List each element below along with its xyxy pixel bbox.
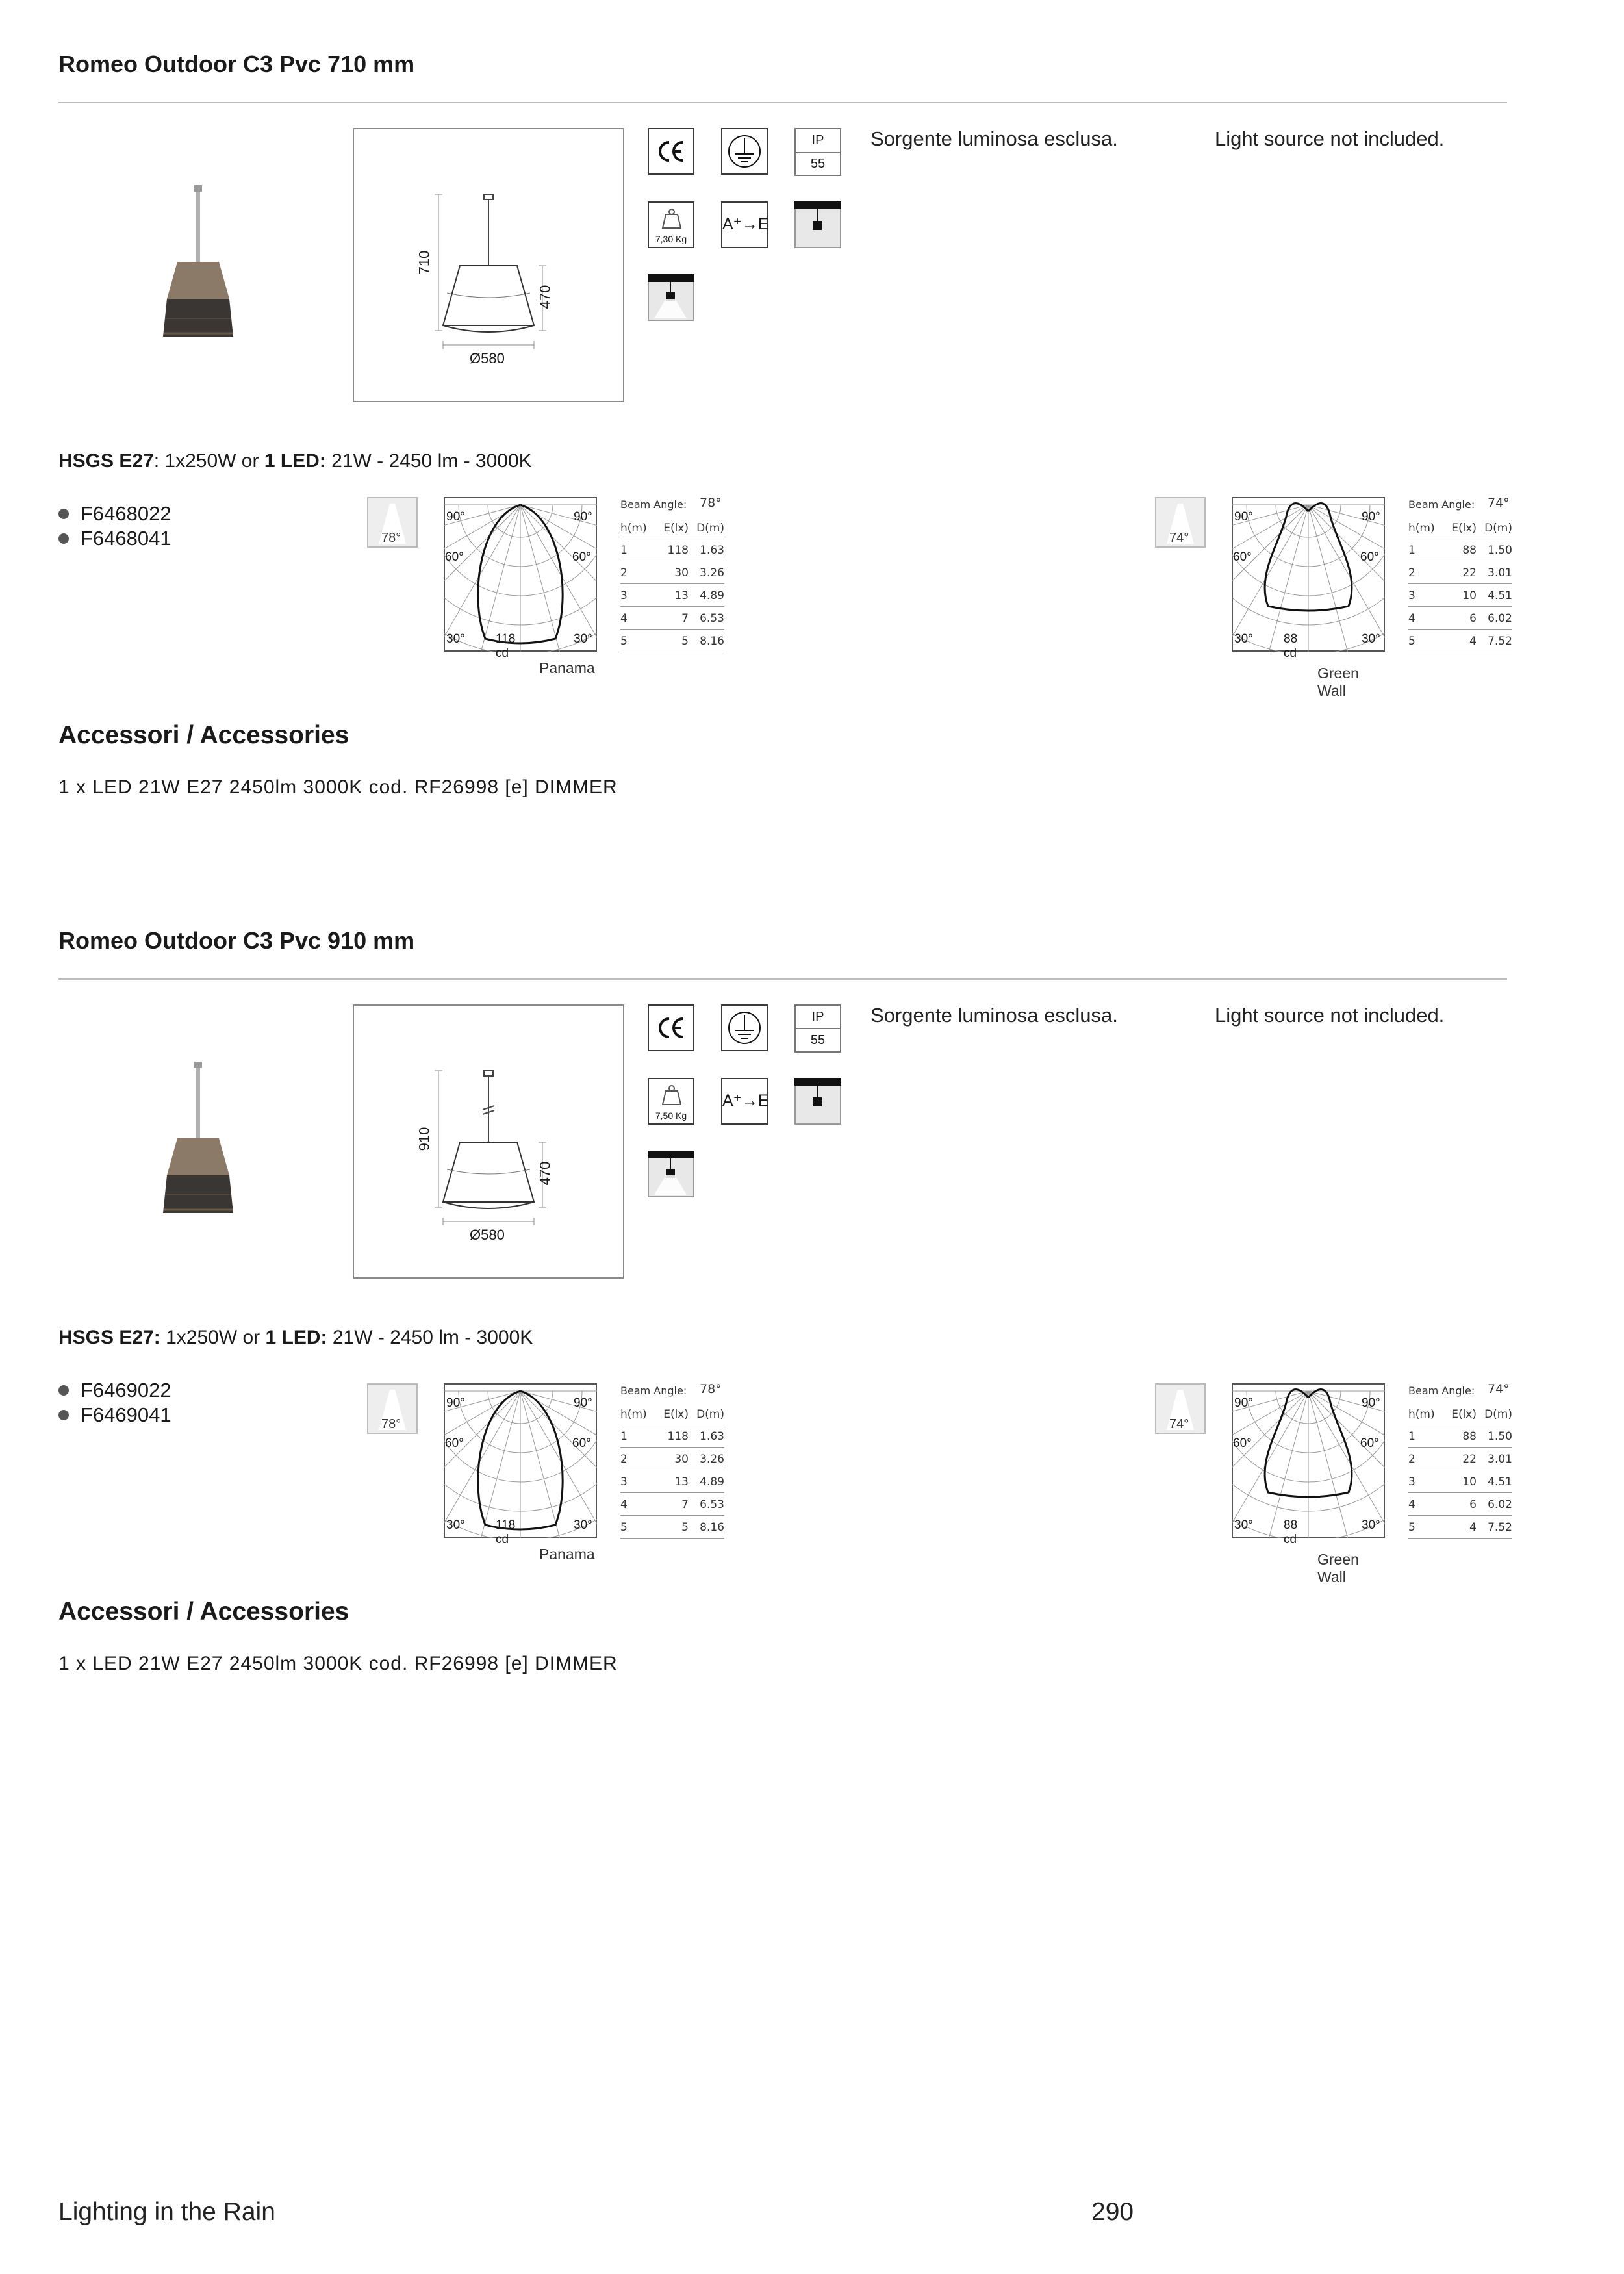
suspension-rod: [196, 192, 200, 262]
table-cell: 118: [667, 544, 689, 557]
table-row: [620, 633, 724, 652]
table-row: [1408, 588, 1512, 607]
table-cell: 118: [667, 1430, 689, 1443]
table-cell: 2: [1408, 1453, 1415, 1466]
product-photo: [146, 1062, 250, 1224]
accessories-item: 1 x LED 21W E27 2450lm 3000K cod. RF26998 [e] DIMMER: [58, 776, 618, 798]
table-cell: 8.16: [700, 635, 724, 648]
ce-mark-icon: [648, 128, 694, 175]
title-divider: [58, 978, 1507, 980]
light-source-note-en: Light source not included.: [1215, 1004, 1445, 1027]
table-header-cell: E(lx): [663, 1408, 689, 1421]
polar-label-30-right: 30°: [574, 1518, 592, 1532]
table-header-cell: E(lx): [1451, 522, 1477, 535]
table-cell: 6.02: [1488, 1498, 1512, 1511]
table-row: [620, 1497, 724, 1516]
table-cell: 5: [681, 1521, 689, 1534]
polar-label-60-right: 60°: [572, 550, 591, 564]
height-dimension: 910: [416, 1127, 433, 1151]
table-header-cell: D(m): [1484, 522, 1512, 535]
table-cell: 22: [1462, 1453, 1477, 1466]
polar-label-90-right: 90°: [574, 510, 592, 524]
polar-label-30-right: 30°: [574, 632, 592, 646]
weight-value: 7,50 Kg: [655, 1110, 687, 1121]
ip-label: IP: [796, 129, 840, 153]
max-intensity: 88 cd: [1284, 1518, 1298, 1546]
table-cell: 2: [620, 567, 628, 580]
finish-dot-icon: [58, 533, 69, 544]
polar-label-60-right: 60°: [1360, 550, 1379, 564]
suspension-rod: [196, 1068, 200, 1138]
table-cell: 22: [1462, 567, 1477, 580]
table-row: [1408, 1451, 1512, 1470]
table-cell: 1.63: [700, 544, 724, 557]
table-cell: 2: [620, 1453, 628, 1466]
ip-rating-badge: [794, 128, 841, 176]
table-cell: 3.26: [700, 1453, 724, 1466]
product-code: F6469041: [81, 1403, 171, 1426]
light-source-note-en: Light source not included.: [1215, 127, 1445, 150]
product-title: Romeo Outdoor C3 Pvc 710 mm: [58, 51, 415, 77]
table-row: [620, 543, 724, 561]
table-cell: 5: [620, 635, 628, 648]
beam-badge-value: 74°: [1169, 531, 1189, 545]
polar-label-90-right: 90°: [1362, 510, 1380, 524]
photometric-caption: Panama: [539, 659, 595, 676]
polar-label-90-left: 90°: [1234, 1396, 1253, 1410]
table-header-cell: D(m): [1484, 1408, 1512, 1421]
lamp-spec-type-2: 1 LED:: [265, 1327, 327, 1348]
table-cell: 4: [620, 612, 628, 625]
table-cell: 3.01: [1488, 567, 1512, 580]
table-cell: 2: [1408, 567, 1415, 580]
weight-icon: [648, 1078, 694, 1125]
title-divider: [58, 102, 1507, 103]
weight-value: 7,30 Kg: [655, 234, 687, 244]
max-intensity: 118 cd: [496, 632, 516, 660]
beam-angle-label: Beam Angle:: [620, 1385, 687, 1397]
polar-label-90-left: 90°: [1234, 510, 1253, 524]
lamp-spec: [58, 1327, 533, 1349]
beam-angle-value: 78°: [700, 1382, 722, 1396]
table-row: [620, 565, 724, 584]
table-row: [620, 611, 724, 630]
polar-label-60-right: 60°: [1360, 1437, 1379, 1450]
table-row: [1408, 633, 1512, 652]
max-intensity: 88 cd: [1284, 632, 1298, 660]
max-intensity: 118 cd: [496, 1518, 516, 1546]
ip-rating-badge: [794, 1004, 841, 1053]
table-cell: 6.53: [700, 612, 724, 625]
table-row: [1408, 565, 1512, 584]
table-header-cell: h(m): [1408, 522, 1435, 535]
polar-label-30-right: 30°: [1362, 1518, 1380, 1532]
table-cell: 4: [1408, 612, 1415, 625]
beam-angle-value: 78°: [700, 496, 722, 510]
table-row: [620, 1474, 724, 1493]
table-cell: 1.63: [700, 1430, 724, 1443]
table-header-row: [620, 1407, 724, 1425]
height-dimension: 710: [416, 250, 433, 275]
light-source-note-it: Sorgente luminosa esclusa.: [870, 1004, 1118, 1027]
table-row: [1408, 1474, 1512, 1493]
table-header-cell: E(lx): [663, 522, 689, 535]
lamp-spec-text-2: 21W - 2450 lm - 3000K: [325, 450, 532, 472]
table-cell: 7: [681, 1498, 689, 1511]
table-cell: 3: [1408, 589, 1415, 602]
beam-angle-value: 74°: [1488, 496, 1510, 510]
table-row: [1408, 611, 1512, 630]
beam-angle-label: Beam Angle:: [1408, 1385, 1475, 1397]
product-code: F6469022: [81, 1379, 171, 1401]
photometric-caption: Green Wall: [1317, 1551, 1359, 1585]
beam-angle-label: Beam Angle:: [1408, 498, 1475, 511]
table-row: [1408, 543, 1512, 561]
beam-badge-value: 78°: [381, 531, 401, 545]
table-cell: 3: [620, 589, 628, 602]
table-cell: 10: [1462, 589, 1477, 602]
light-source-note-it: Sorgente luminosa esclusa.: [870, 127, 1118, 150]
polar-label-30-right: 30°: [1362, 632, 1380, 646]
page-number: 290: [1091, 2198, 1134, 2226]
table-cell: 3.01: [1488, 1453, 1512, 1466]
table-cell: 5: [681, 635, 689, 648]
product-code: F6468041: [81, 527, 171, 550]
polar-label-30-left: 30°: [1234, 632, 1253, 646]
ceiling-cap: [194, 185, 202, 192]
table-cell: 8.16: [700, 1521, 724, 1534]
beam-badge-value: 78°: [381, 1417, 401, 1431]
table-cell: 1.50: [1488, 544, 1512, 557]
table-row: [1408, 1497, 1512, 1516]
polar-label-60-left: 60°: [1233, 1437, 1252, 1450]
table-row: [620, 1451, 724, 1470]
diameter-dimension: Ø580: [470, 1227, 505, 1243]
polar-label-90-right: 90°: [1362, 1396, 1380, 1410]
table-cell: 7.52: [1488, 1521, 1512, 1534]
product-photo: [146, 185, 250, 348]
table-header-cell: h(m): [620, 522, 647, 535]
table-row: [620, 1520, 724, 1539]
ip-value: 55: [810, 157, 826, 171]
table-cell: 30: [674, 1453, 689, 1466]
beam-angle-value: 74°: [1488, 1382, 1510, 1396]
table-header-cell: h(m): [620, 1408, 647, 1421]
shade-lower: [163, 299, 233, 337]
lamp-spec-type-1: HSGS E27: [58, 450, 154, 472]
lamp-spec-text-1: 1x250W or: [160, 1327, 266, 1348]
table-cell: 5: [1408, 635, 1415, 648]
finish-dot-icon: [58, 1410, 69, 1420]
table-cell: 4: [1469, 1521, 1477, 1534]
table-cell: 4.51: [1488, 1476, 1512, 1488]
table-cell: 13: [674, 589, 689, 602]
product-code-item: [58, 502, 171, 526]
table-cell: 5: [620, 1521, 628, 1534]
polar-label-30-left: 30°: [446, 1518, 465, 1532]
photometric-caption: Panama: [539, 1546, 595, 1563]
suspension-mount-icon: [794, 201, 841, 248]
table-header-cell: E(lx): [1451, 1408, 1477, 1421]
shade-upper: [167, 1138, 229, 1175]
weight-icon: [648, 201, 694, 248]
table-cell: 4.89: [700, 589, 724, 602]
table-cell: 4: [1469, 635, 1477, 648]
table-cell: 1: [620, 1430, 628, 1443]
table-header-cell: D(m): [696, 1408, 724, 1421]
table-cell: 4.51: [1488, 589, 1512, 602]
table-cell: 4.89: [700, 1476, 724, 1488]
downlight-icon: [648, 1151, 694, 1197]
table-cell: 3.26: [700, 567, 724, 580]
ip-value: 55: [810, 1033, 826, 1047]
table-row: [1408, 1429, 1512, 1448]
table-row: [620, 588, 724, 607]
beam-badge-value: 74°: [1169, 1417, 1189, 1431]
table-cell: 3: [620, 1476, 628, 1488]
table-cell: 4: [1408, 1498, 1415, 1511]
table-cell: 1: [1408, 1430, 1415, 1443]
polar-label-60-left: 60°: [445, 1437, 464, 1450]
ceiling-cap: [194, 1062, 202, 1068]
table-cell: 1.50: [1488, 1430, 1512, 1443]
table-header-row: [1408, 520, 1512, 539]
polar-label-90-left: 90°: [446, 1396, 465, 1410]
table-cell: 4: [620, 1498, 628, 1511]
table-cell: 30: [674, 567, 689, 580]
shade-upper: [167, 262, 229, 299]
table-header-row: [620, 520, 724, 539]
finish-dot-icon: [58, 1385, 69, 1396]
lamp-spec-text-2: 21W - 2450 lm - 3000K: [327, 1327, 533, 1348]
shade-lower: [163, 1175, 233, 1213]
beam-angle-label: Beam Angle:: [620, 498, 687, 511]
suspension-mount-icon: [794, 1078, 841, 1125]
polar-label-60-left: 60°: [445, 550, 464, 564]
technical-drawing: [353, 1004, 624, 1279]
earth-ground-icon: [721, 1004, 768, 1051]
table-cell: 7: [681, 612, 689, 625]
table-header-row: [1408, 1407, 1512, 1425]
lamp-spec-type-2: 1 LED:: [264, 450, 326, 472]
table-cell: 1: [620, 544, 628, 557]
product-code: F6468022: [81, 502, 171, 525]
shade-height-dimension: 470: [537, 285, 553, 309]
table-cell: 1: [1408, 544, 1415, 557]
product-code-item: [58, 1379, 171, 1402]
table-cell: 88: [1462, 1430, 1477, 1443]
table-cell: 6.02: [1488, 612, 1512, 625]
ip-label: IP: [796, 1006, 840, 1029]
table-cell: 7.52: [1488, 635, 1512, 648]
energy-class-icon: A⁺→E: [721, 1078, 768, 1125]
polar-label-30-left: 30°: [446, 632, 465, 646]
table-header-cell: h(m): [1408, 1408, 1435, 1421]
finish-dot-icon: [58, 509, 69, 519]
accessories-title: Accessori / Accessories: [58, 1598, 349, 1626]
diameter-dimension: Ø580: [470, 350, 505, 366]
technical-drawing: [353, 128, 624, 402]
table-cell: 10: [1462, 1476, 1477, 1488]
footer-title: Lighting in the Rain: [58, 2198, 275, 2226]
earth-ground-icon: [721, 128, 768, 175]
table-cell: 6.53: [700, 1498, 724, 1511]
ce-mark-icon: [648, 1004, 694, 1051]
table-row: [620, 1429, 724, 1448]
table-cell: 5: [1408, 1521, 1415, 1534]
product-title: Romeo Outdoor C3 Pvc 910 mm: [58, 927, 415, 954]
energy-class-icon: A⁺→E: [721, 201, 768, 248]
polar-label-90-left: 90°: [446, 510, 465, 524]
product-code-item: [58, 527, 171, 550]
shade-height-dimension: 470: [537, 1161, 553, 1186]
table-row: [1408, 1520, 1512, 1539]
polar-label-60-right: 60°: [572, 1437, 591, 1450]
lamp-spec-type-1: HSGS E27:: [58, 1327, 160, 1348]
table-cell: 6: [1469, 1498, 1477, 1511]
lamp-spec-text-1: : 1x250W or: [153, 450, 264, 472]
polar-label-60-left: 60°: [1233, 550, 1252, 564]
table-cell: 3: [1408, 1476, 1415, 1488]
accessories-title: Accessori / Accessories: [58, 721, 349, 749]
downlight-icon: [648, 274, 694, 321]
table-cell: 13: [674, 1476, 689, 1488]
lamp-spec: [58, 450, 532, 472]
product-code-item: [58, 1403, 171, 1427]
polar-label-90-right: 90°: [574, 1396, 592, 1410]
polar-label-30-left: 30°: [1234, 1518, 1253, 1532]
table-cell: 6: [1469, 612, 1477, 625]
table-header-cell: D(m): [696, 522, 724, 535]
accessories-item: 1 x LED 21W E27 2450lm 3000K cod. RF26998 [e] DIMMER: [58, 1653, 618, 1674]
photometric-caption: Green Wall: [1317, 665, 1359, 699]
drawing-shade: [443, 266, 534, 326]
drawing-shade: [443, 1142, 534, 1202]
table-cell: 88: [1462, 544, 1477, 557]
